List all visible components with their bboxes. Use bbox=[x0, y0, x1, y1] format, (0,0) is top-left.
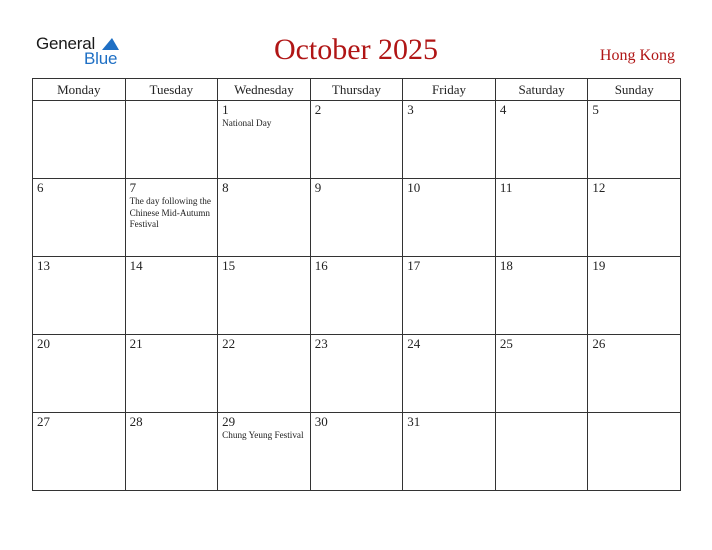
day-number: 29 bbox=[222, 414, 236, 429]
day-number: 22 bbox=[222, 336, 236, 351]
weekday-header: Sunday bbox=[588, 79, 681, 101]
day-cell bbox=[403, 335, 496, 413]
day-number: 2 bbox=[314, 102, 322, 117]
day-number: 11 bbox=[499, 180, 513, 195]
day-number: 26 bbox=[592, 336, 606, 351]
day-cell bbox=[495, 335, 588, 413]
day-number: 1 bbox=[222, 102, 229, 117]
day-cell bbox=[588, 179, 681, 257]
day-number: 31 bbox=[407, 414, 421, 429]
day-cell bbox=[33, 179, 126, 257]
weekday-header: Saturday bbox=[495, 79, 588, 101]
day-cell bbox=[125, 413, 218, 491]
day-number: 24 bbox=[407, 336, 421, 351]
day-cell bbox=[310, 257, 403, 335]
week-row bbox=[33, 413, 681, 491]
week-row bbox=[33, 179, 681, 257]
day-cell bbox=[495, 413, 588, 491]
day-number: 12 bbox=[592, 180, 606, 195]
day-cell bbox=[218, 257, 311, 335]
day-cell bbox=[310, 413, 403, 491]
day-cell bbox=[588, 413, 681, 491]
day-number: 15 bbox=[222, 258, 236, 273]
day-number: 25 bbox=[499, 336, 513, 351]
day-cell bbox=[218, 413, 311, 491]
day-number: 6 bbox=[37, 180, 44, 195]
weekday-header: Thursday bbox=[310, 79, 403, 101]
day-cell bbox=[125, 335, 218, 413]
day-number: 4 bbox=[499, 102, 507, 117]
page-title: October 2025 bbox=[273, 33, 439, 66]
day-number: 28 bbox=[129, 414, 143, 429]
day-cell bbox=[495, 179, 588, 257]
holiday-label: Chung Yeung Festival bbox=[222, 430, 304, 440]
day-cell bbox=[218, 101, 311, 179]
day-cell bbox=[218, 179, 311, 257]
week-row bbox=[33, 335, 681, 413]
day-cell bbox=[33, 101, 126, 179]
day-number: 3 bbox=[407, 102, 414, 117]
day-cell bbox=[403, 257, 496, 335]
day-cell bbox=[403, 179, 496, 257]
day-cell bbox=[125, 257, 218, 335]
weekday-header-row bbox=[33, 79, 681, 101]
day-cell bbox=[588, 257, 681, 335]
holiday-label: National Day bbox=[222, 118, 272, 128]
day-number: 23 bbox=[314, 336, 328, 351]
day-number: 30 bbox=[314, 414, 328, 429]
day-cell bbox=[33, 413, 126, 491]
day-number: 19 bbox=[592, 258, 606, 273]
day-cell bbox=[588, 101, 681, 179]
day-cell bbox=[310, 335, 403, 413]
logo-text-blue: Blue bbox=[84, 49, 118, 68]
day-number: 9 bbox=[314, 180, 322, 195]
day-cell bbox=[403, 101, 496, 179]
day-number: 10 bbox=[407, 180, 421, 195]
day-number: 21 bbox=[129, 336, 143, 351]
day-number: 17 bbox=[407, 258, 421, 273]
region-label: Hong Kong bbox=[599, 47, 675, 64]
holiday-label: The day following the Chinese Mid-Autumn Festival bbox=[129, 196, 211, 229]
weekday-header: Tuesday bbox=[125, 79, 218, 101]
week-row bbox=[33, 101, 681, 179]
weekday-header: Wednesday bbox=[218, 79, 311, 101]
day-cell bbox=[33, 335, 126, 413]
day-cell bbox=[125, 179, 218, 257]
day-number: 18 bbox=[499, 258, 513, 273]
day-number: 20 bbox=[37, 336, 50, 351]
calendar-grid bbox=[32, 78, 681, 491]
day-number: 27 bbox=[37, 414, 50, 429]
day-cell bbox=[310, 179, 403, 257]
weekday-header: Friday bbox=[403, 79, 496, 101]
day-cell bbox=[33, 257, 126, 335]
weekday-header: Monday bbox=[33, 79, 126, 101]
day-cell bbox=[218, 335, 311, 413]
day-cell bbox=[310, 101, 403, 179]
day-number: 5 bbox=[592, 102, 599, 117]
day-number: 8 bbox=[222, 180, 229, 195]
day-number: 13 bbox=[37, 258, 50, 273]
day-cell bbox=[403, 413, 496, 491]
day-number: 14 bbox=[129, 258, 143, 273]
day-cell bbox=[125, 101, 218, 179]
day-cell bbox=[495, 101, 588, 179]
week-row bbox=[33, 257, 681, 335]
day-cell bbox=[495, 257, 588, 335]
day-number: 7 bbox=[129, 180, 137, 195]
day-number: 16 bbox=[314, 258, 328, 273]
day-cell bbox=[588, 335, 681, 413]
logo-text-general: General bbox=[36, 34, 96, 53]
